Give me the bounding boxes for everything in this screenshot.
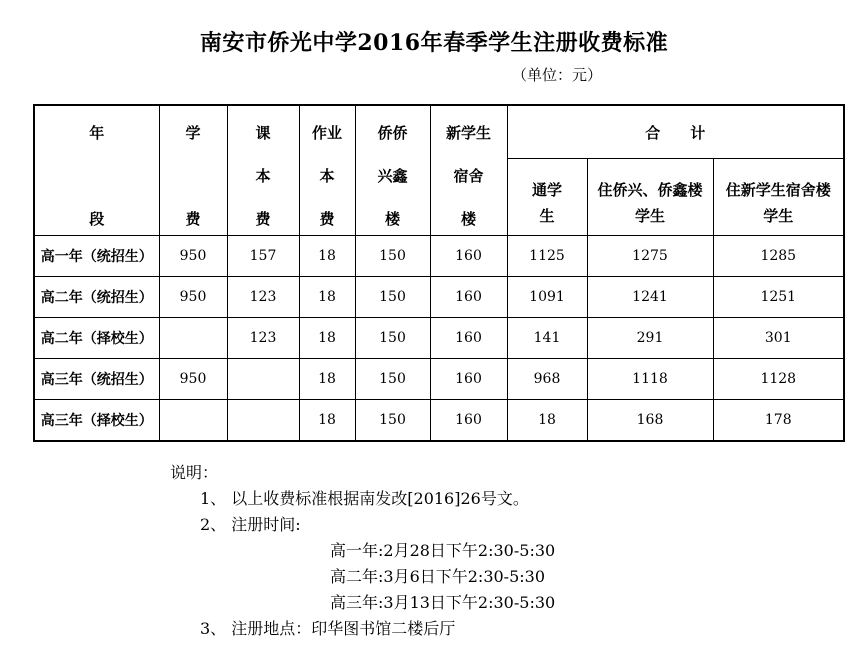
note-time-1: 高一年:2月28日下午2:30-5:30 — [330, 541, 556, 560]
exercise-cell: 18 — [299, 277, 355, 318]
qx-total-cell: 291 — [587, 318, 713, 359]
qiao-cell: 150 — [355, 318, 430, 359]
exercise-cell: 18 — [299, 400, 355, 442]
textbook-cell: 157 — [227, 236, 299, 277]
header-new-dorm: 新学生 宿舍 楼 — [430, 105, 507, 236]
day-total-cell: 1125 — [507, 236, 587, 277]
tuition-cell: 950 — [159, 236, 227, 277]
nd-total-cell: 1128 — [713, 359, 844, 400]
note-time-3: 高三年:3月13日下午2:30-5:30 — [330, 593, 556, 612]
dorm-cell: 160 — [430, 318, 507, 359]
grade-cell: 高二年（择校生） — [34, 318, 159, 359]
table-row — [34, 359, 844, 400]
note-item-2: 2、 注册时间: — [200, 515, 301, 534]
table-row — [34, 277, 844, 318]
header-nd-boarder: 住新学生宿舍楼 学生 — [713, 159, 844, 236]
textbook-cell: 123 — [227, 277, 299, 318]
qiao-cell: 150 — [355, 359, 430, 400]
day-total-cell: 18 — [507, 400, 587, 442]
header-tuition: 学 费 — [159, 105, 227, 236]
header-qx-boarder: 住侨兴、侨鑫楼 学生 — [587, 159, 713, 236]
tuition-cell: 950 — [159, 359, 227, 400]
table-row — [34, 318, 844, 359]
nd-total-cell: 178 — [713, 400, 844, 442]
tuition-cell — [159, 318, 227, 359]
dorm-cell: 160 — [430, 277, 507, 318]
nd-total-cell: 301 — [713, 318, 844, 359]
note-item-3: 3、 注册地点：印华图书馆二楼后厅 — [200, 619, 456, 638]
header-day-student: 通学 生 — [507, 159, 587, 236]
day-total-cell: 1091 — [507, 277, 587, 318]
notes-heading: 说明： — [170, 463, 219, 482]
qx-total-cell: 1241 — [587, 277, 713, 318]
textbook-cell — [227, 359, 299, 400]
day-total-cell: 141 — [507, 318, 587, 359]
unit-note: （单位：元） — [512, 66, 603, 84]
dorm-cell: 160 — [430, 400, 507, 442]
grade-cell: 高三年（择校生） — [34, 400, 159, 442]
textbook-cell — [227, 400, 299, 442]
header-total: 合 计 — [507, 105, 844, 159]
note-time-2: 高二年:3月6日下午2:30-5:30 — [330, 567, 546, 586]
qiao-cell: 150 — [355, 400, 430, 442]
nd-total-cell: 1285 — [713, 236, 844, 277]
header-qiaoqiao: 侨侨 兴鑫 楼 — [355, 105, 430, 236]
exercise-cell: 18 — [299, 359, 355, 400]
exercise-cell: 18 — [299, 236, 355, 277]
header-textbook: 课 本 费 — [227, 105, 299, 236]
grade-cell: 高三年（统招生） — [34, 359, 159, 400]
qiao-cell: 150 — [355, 277, 430, 318]
tuition-cell — [159, 400, 227, 442]
table-row — [34, 236, 844, 277]
nd-total-cell: 1251 — [713, 277, 844, 318]
tuition-cell: 950 — [159, 277, 227, 318]
page-title: 南安市侨光中学2016年春季学生注册收费标准 — [199, 30, 669, 56]
exercise-cell: 18 — [299, 318, 355, 359]
dorm-cell: 160 — [430, 359, 507, 400]
day-total-cell: 968 — [507, 359, 587, 400]
qiao-cell: 150 — [355, 236, 430, 277]
qx-total-cell: 168 — [587, 400, 713, 442]
qx-total-cell: 1118 — [587, 359, 713, 400]
header-grade: 年 段 — [34, 105, 159, 236]
header-exercise: 作业 本 费 — [299, 105, 355, 236]
textbook-cell: 123 — [227, 318, 299, 359]
grade-cell: 高一年（统招生） — [34, 236, 159, 277]
fee-table — [33, 104, 845, 442]
table-row — [34, 400, 844, 442]
dorm-cell: 160 — [430, 236, 507, 277]
grade-cell: 高二年（统招生） — [34, 277, 159, 318]
note-item-1: 1、 以上收费标准根据南发改[2016]26号文。 — [200, 489, 529, 508]
qx-total-cell: 1275 — [587, 236, 713, 277]
